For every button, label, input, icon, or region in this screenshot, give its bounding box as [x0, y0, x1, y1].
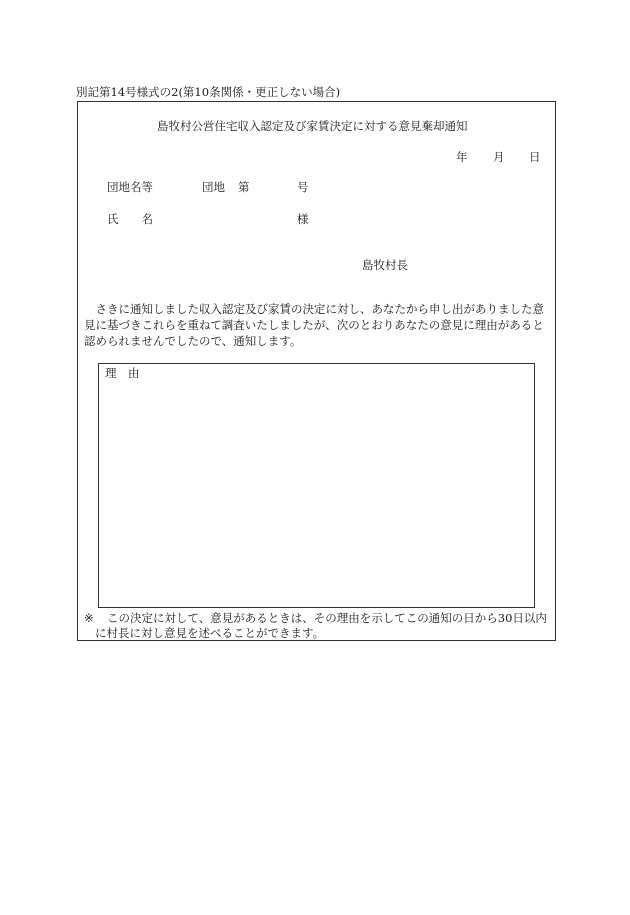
reason-box: [98, 363, 535, 608]
dai-label: 第: [238, 180, 250, 194]
sender-name: 島牧村長: [362, 258, 408, 272]
body-line: 見に基づきこれらを重ねて調査いたしましたが、次のとおりあなたの意見に理由があると: [84, 318, 544, 332]
date-month-label: 月: [493, 150, 505, 164]
body-line: 認められませんでしたので、通知します。: [84, 334, 302, 348]
honorific-label: 様: [297, 212, 309, 226]
body-line: さきに通知しました収入認定及び家賃の決定に対し、あなたから申し出がありました意: [84, 302, 544, 316]
date-day-label: 日: [529, 150, 541, 164]
address-label: 団地名等: [107, 180, 153, 194]
reason-label: 理 由: [105, 366, 140, 380]
note-mark: ※: [84, 611, 94, 625]
form-number-label: 別記第14号様式の2(第10条関係・更正しない場合): [76, 85, 341, 99]
danchi-label: 団地: [202, 180, 225, 194]
notice-title: 島牧村公営住宅収入認定及び家賃決定に対する意見棄却通知: [157, 119, 468, 133]
name-label: 氏 名: [107, 212, 153, 226]
note-line: に村長に対し意見を述べることができます。: [95, 626, 325, 640]
note-line: この決定に対して、意見があるときは、その理由を示してこの通知の日から30日以内: [107, 611, 547, 625]
date-year-label: 年: [456, 150, 468, 164]
gou-label: 号: [297, 180, 309, 194]
